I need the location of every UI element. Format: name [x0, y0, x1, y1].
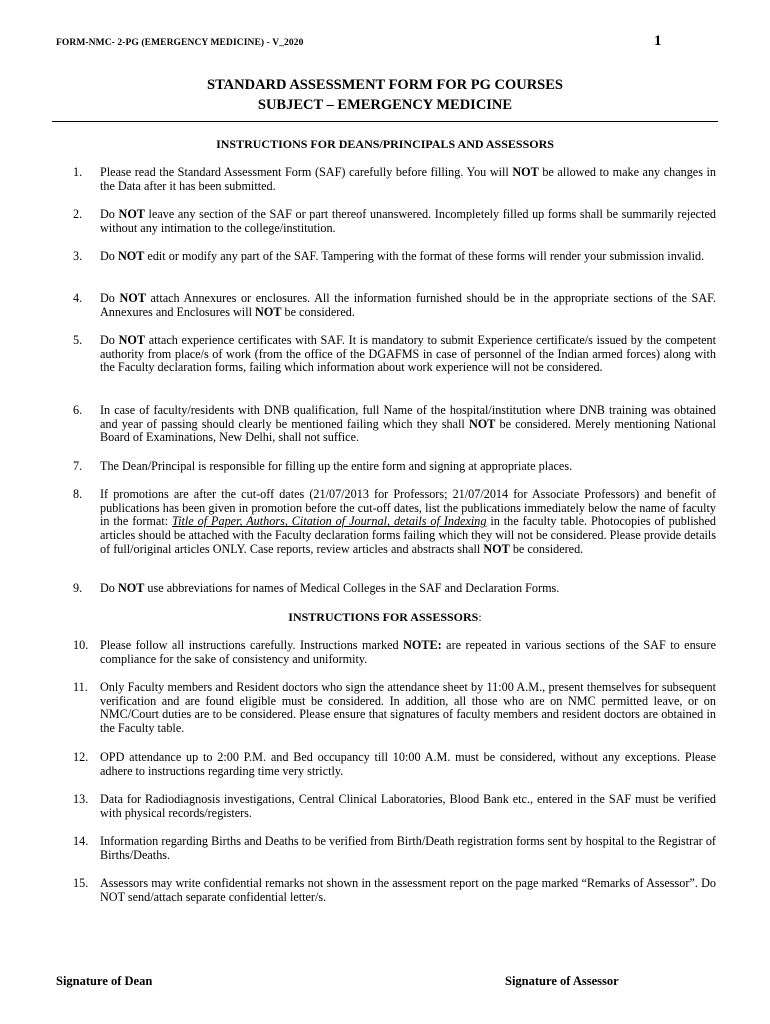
- instruction-item: [73, 166, 716, 193]
- item-text: Only Faculty members and Resident doctors who sign the attendance sheet by 11:00 A.M., present themselves for subsequent verification and are found eligible must be considered. In addition, all those who are on NMC permitted leave, or on NMC/Court duties are to be considered. Please ensure that signatures of faculty members and resident doctors are obtained in the Faculty table.: [100, 680, 716, 736]
- instruction-item: [73, 334, 716, 375]
- section-heading-deans: INSTRUCTIONS FOR DEANS/PRINCIPALS AND ASSESSORS: [216, 137, 554, 151]
- instruction-item: [73, 793, 716, 820]
- item-number: 6.: [73, 403, 83, 417]
- instruction-item: [73, 751, 716, 778]
- item-text: Do NOT attach experience certificates with SAF. It is mandatory to submit Experience certificate/s issued by the competent authority from place/s of work (from the office of the DGAFMS in case of personnel of the Indian armed forces) along with the Faculty declaration forms, failing which information about work experience will not be considered.: [100, 333, 716, 375]
- instruction-item: [73, 292, 716, 319]
- document-title: STANDARD ASSESSMENT FORM FOR PG COURSES: [207, 77, 563, 93]
- item-number: 7.: [73, 459, 83, 473]
- instruction-item: [73, 250, 716, 264]
- item-number: 5.: [73, 333, 83, 347]
- item-number: 8.: [73, 487, 83, 501]
- item-number: 2.: [73, 207, 83, 221]
- item-number: 3.: [73, 249, 83, 263]
- document-subtitle: SUBJECT – EMERGENCY MEDICINE: [257, 97, 513, 113]
- item-text: Please read the Standard Assessment Form (SAF) carefully before filling. You will NOT be allowed to make any changes in the Data after it has been submitted.: [100, 165, 716, 193]
- item-text: Do NOT edit or modify any part of the SAF. Tampering with the format of these forms will render your submission invalid.: [100, 249, 705, 263]
- item-text: Please follow all instructions carefully. Instructions marked NOTE: are repeated in various sections of the SAF to ensure compliance for the sake of consistency and uniformity.: [100, 638, 716, 666]
- instruction-item: [73, 681, 716, 736]
- section-heading-assessors: INSTRUCTIONS FOR ASSESSORS:: [288, 610, 482, 624]
- instruction-item: [73, 488, 716, 557]
- item-text: OPD attendance up to 2:00 P.M. and Bed occupancy till 10:00 A.M. must be considered, without any exceptions. Please adhere to instructions regarding time very strictly.: [100, 750, 716, 778]
- instruction-item: [73, 582, 716, 596]
- instruction-item: [73, 208, 716, 235]
- form-identifier: FORM-NMC- 2-PG (EMERGENCY MEDICINE) - V_2020: [56, 38, 304, 48]
- item-number: 13.: [73, 792, 89, 806]
- item-text: Do NOT leave any section of the SAF or part thereof unanswered. Incompletely filled up forms shall be summarily rejected without any intimation to the college/institution.: [100, 207, 716, 235]
- item-text: Assessors may write confidential remarks not shown in the assessment report on the page marked “Remarks of Assessor”. Do NOT send/attach separate confidential letter/s.: [100, 876, 716, 904]
- item-text: The Dean/Principal is responsible for filling up the entire form and signing at appropriate places.: [100, 459, 573, 473]
- item-number: 12.: [73, 750, 89, 764]
- signature-dean-label: Signature of Dean: [56, 974, 153, 988]
- item-text: Data for Radiodiagnosis investigations, Central Clinical Laboratories, Blood Bank etc., entered in the SAF must be verified with physical records/registers.: [100, 792, 716, 820]
- item-text: Information regarding Births and Deaths to be verified from Birth/Death registration forms sent by hospital to the Registrar of Births/Deaths.: [100, 834, 716, 862]
- instruction-item: [73, 639, 716, 666]
- signature-assessor-label: Signature of Assessor: [505, 974, 619, 988]
- item-number: 4.: [73, 291, 83, 305]
- item-number: 15.: [73, 876, 89, 890]
- item-number: 10.: [73, 638, 89, 652]
- item-text: Do NOT use abbreviations for names of Medical Colleges in the SAF and Declaration Forms.: [100, 581, 560, 595]
- page-number: 1: [654, 33, 662, 49]
- item-text: In case of faculty/residents with DNB qualification, full Name of the hospital/institution where DNB training was obtained and year of passing should clearly be mentioned failing which they shall NOT be considered. Merely mentioning National Board of Examinations, New Delhi, shall not suffice.: [100, 403, 716, 445]
- instruction-item: [73, 835, 716, 862]
- instruction-item: [73, 460, 716, 474]
- instruction-item: [73, 404, 716, 445]
- item-number: 14.: [73, 834, 89, 848]
- item-number: 11.: [73, 680, 88, 694]
- item-number: 1.: [73, 165, 83, 179]
- item-text: Do NOT attach Annexures or enclosures. All the information furnished should be in the appropriate sections of the SAF. Annexures and Enclosures will NOT be considered.: [100, 291, 716, 319]
- instruction-item: [73, 877, 716, 904]
- title-divider: [52, 121, 718, 122]
- item-text: If promotions are after the cut-off dates (21/07/2013 for Professors; 21/07/2014 for Associate Professors) and benefit of publications has been given in promotion before the cut-off dates, list the publications immediately below the name of faculty in the format: Title of Paper, Authors, Citation of Journal, details of Indexing in the faculty table. Photocopies of published articles should be attached with the Faculty declaration forms failing which they will not be considered. Please provide details of full/original articles ONLY. Case reports, review articles and abstracts shall NOT be considered.: [100, 487, 716, 556]
- item-number: 9.: [73, 581, 83, 595]
